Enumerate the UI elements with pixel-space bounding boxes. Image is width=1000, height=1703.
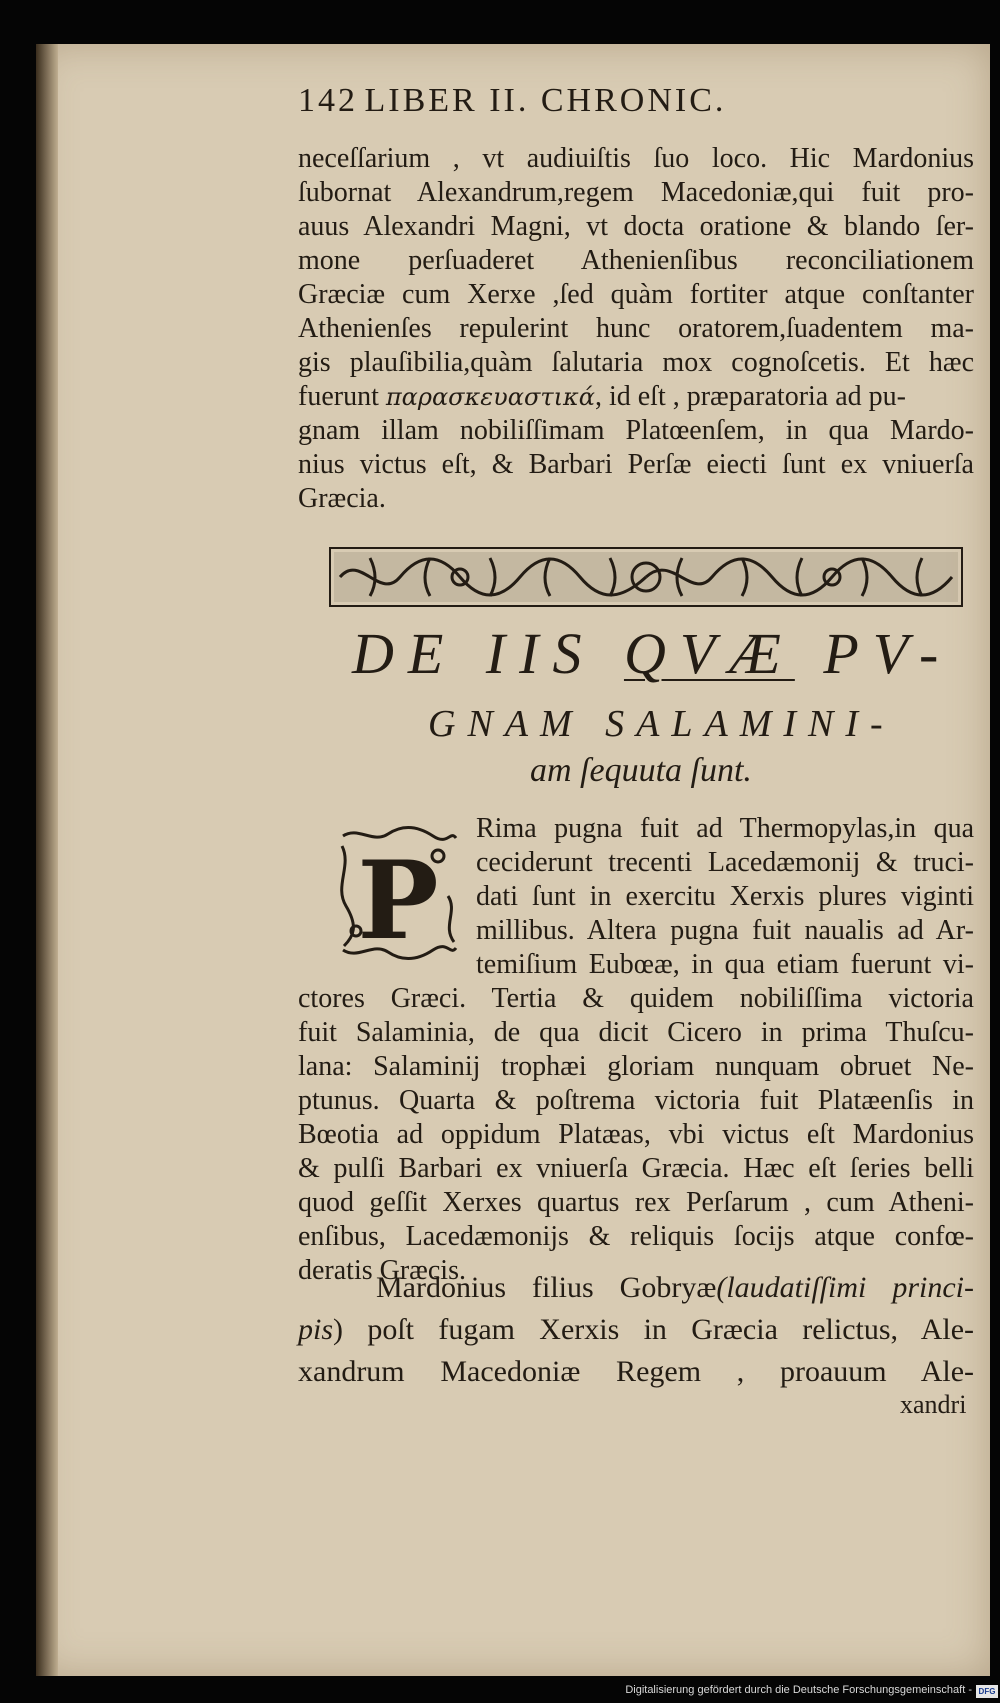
text-line: enſibus, Lacedæmonijs & reliquis ſocijs atque confœ-: [298, 1221, 974, 1252]
ornamental-headpiece: [330, 548, 962, 606]
text-line: [298, 1310, 974, 1350]
text-fragment-italic: pis: [298, 1313, 334, 1346]
title-fragment: PV-: [823, 621, 953, 686]
digitization-footer: [0, 1681, 1000, 1703]
text-line: [376, 1268, 974, 1308]
dfg-logo: DFG: [976, 1685, 998, 1698]
text-line: neceſſarium , vt audiuiſtis ſuo loco. Hic Mardonius: [298, 143, 974, 174]
text-fragment: Mardonius filius Gobryæ: [376, 1271, 717, 1304]
text-line: ceciderunt trecenti Lacedæmonij & truci-: [476, 847, 974, 878]
text-line: nius victus eſt, & Barbari Perſæ eiecti ſunt ex vniuerſa: [298, 449, 974, 480]
text-line: quod geſſit Xerxes quartus rex Perſarum , cum Atheni-: [298, 1187, 974, 1218]
footer-credit: Digitalisierung gefördert durch die Deutsche Forschungsgemeinschaft -: [625, 1684, 972, 1696]
text-line: ctores Græci. Tertia & quidem nobiliſſima victoria: [298, 983, 974, 1014]
section-title-line-1: [352, 620, 952, 687]
text-line: Bœotia ad oppidum Platæas, vbi victus eſt Mardonius: [298, 1119, 974, 1150]
text-line: & pulſi Barbari ex vniuerſa Græcia. Hæc eſt ſeries belli: [298, 1153, 974, 1184]
catchword: [900, 1388, 980, 1404]
text-line: fuit Salaminia, de qua dicit Cicero in prima Thuſcu-: [298, 1017, 974, 1048]
text-line: Græciæ cum Xerxe ,ſed quàm fortiter atque conſtanter: [298, 279, 974, 310]
text-line: xandrum Macedoniæ Regem , proauum Ale-: [298, 1355, 974, 1388]
text-line: lana: Salaminij trophæi gloriam nunquam obruet Ne-: [298, 1051, 974, 1082]
text-line: gnam illam nobiliſſimam Platœenſem, in qua Mardo-: [298, 415, 974, 446]
section-title-line-2: GNAM SALAMINI-: [428, 703, 895, 745]
text-fragment: ) poſt fugam Xerxis in Græcia relictus, Ale-: [333, 1313, 974, 1346]
page-number: 142: [298, 82, 358, 119]
text-line: Rima pugna fuit ad Thermopylas,in qua: [476, 813, 974, 844]
text-line: temiſium Eubœæ, in qua etiam fuerunt vi-: [476, 949, 974, 980]
text-line: millibus. Altera pugna fuit naualis ad Ar-: [476, 915, 974, 946]
text-line-with-greek: [298, 380, 974, 414]
initial-letter: P: [357, 838, 439, 964]
title-fragment-underlined: QVÆ: [623, 621, 795, 686]
running-header: [298, 82, 978, 120]
text-line: dati ſunt in exercitu Xerxis plures viginti: [476, 881, 974, 912]
section-title-line-3: am ſequuta ſunt.: [530, 752, 752, 789]
page-gutter: [36, 44, 58, 1676]
text-line: ptunus. Quarta & poſtrema victoria fuit Platæenſis in: [298, 1085, 974, 1116]
running-title: LIBER II. CHRONIC.: [364, 82, 727, 119]
text-line: ſubornat Alexandrum,regem Macedoniæ,qui fuit pro-: [298, 177, 974, 208]
decorated-initial: [338, 826, 458, 964]
text-line: auus Alexandri Magni, vt docta oratione & blando ſer-: [298, 211, 974, 242]
greek-word: παρασκευαστικά: [385, 383, 595, 411]
text-line: Athenienſes repulerint hunc oratorem,ſuadentem ma-: [298, 313, 974, 344]
title-fragment: DE IIS: [352, 621, 596, 686]
text-fragment: , id eſt , præparatoria ad pu-: [594, 381, 906, 412]
text-line: mone perſuaderet Athenienſibus reconciliationem: [298, 245, 974, 276]
text-line: Græcia.: [298, 483, 386, 514]
text-line: deratis Græcis.: [298, 1255, 466, 1286]
text-line: gis plauſibilia,quàm ſalutaria mox cognoſcetis. Et hæc: [298, 347, 974, 378]
text-fragment-italic: (laudatiſſimi princi-: [716, 1271, 974, 1304]
text-fragment: fuerunt: [298, 381, 379, 412]
